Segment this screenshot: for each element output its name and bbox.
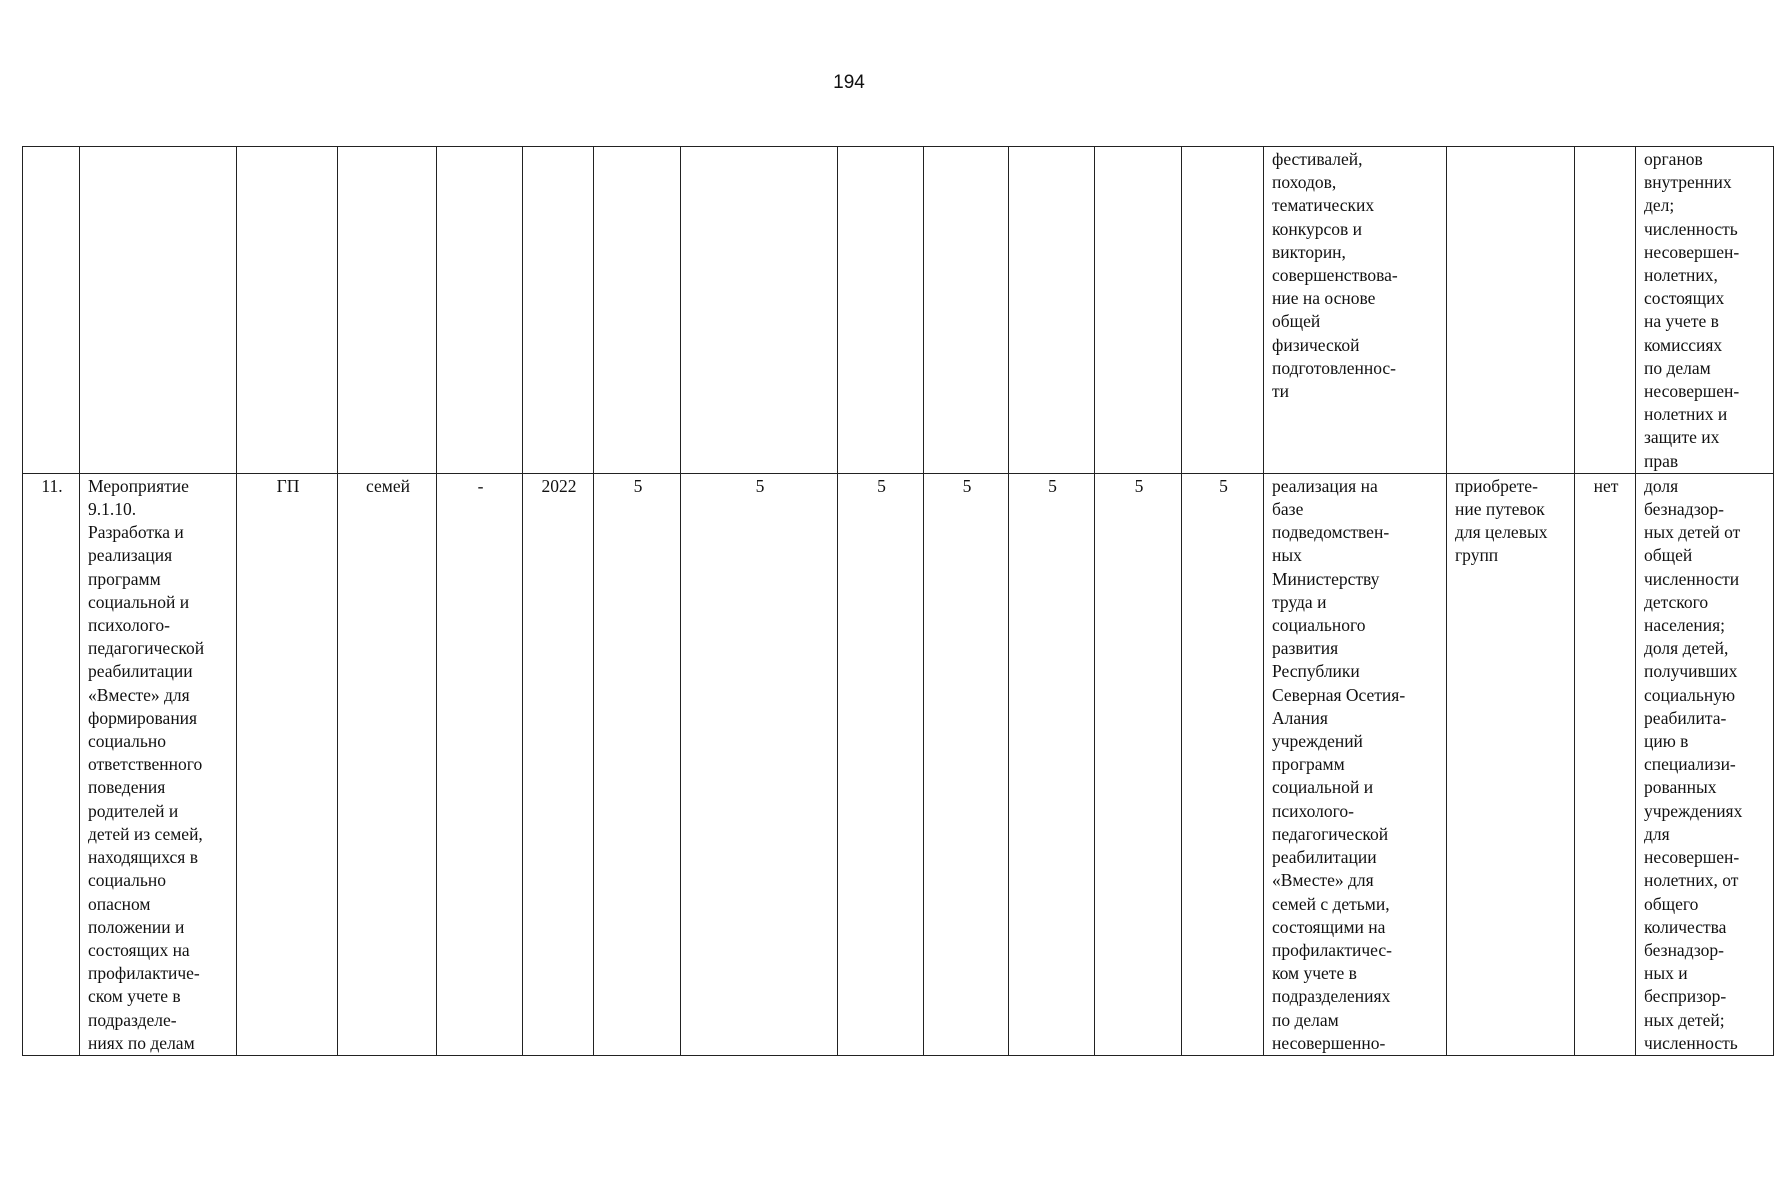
activity-cell: приобрете- ние путевок для целевых групп	[1447, 473, 1575, 1055]
value-cell: 5	[838, 473, 924, 1055]
measure-name-cell	[80, 147, 237, 474]
value-cell	[1009, 147, 1095, 474]
flag-cell	[1575, 147, 1636, 474]
value-cell: 5	[594, 473, 681, 1055]
result-description-cell: реализация на базе подведомствен- ных Министерству труда и социального развития Республики Северная Осетия- Алания учреждений программ социальной и психолого- педагогической реабилитации «Вместе» для семей с детьми, состоящими на профилактичес- ком учете в подразделениях по делам несовершенно-	[1264, 473, 1447, 1055]
value-cell	[681, 147, 838, 474]
value-cell: 5	[1182, 473, 1264, 1055]
program-cell	[237, 147, 338, 474]
table-row	[23, 473, 1774, 1055]
flag-cell: нет	[1575, 473, 1636, 1055]
result-description-cell: фестивалей, походов, тематических конкурсов и викторин, совершенствова- ние на основе общей физической подготовленнос- ти	[1264, 147, 1447, 474]
value-cell	[924, 147, 1009, 474]
program-cell: ГП	[237, 473, 338, 1055]
value-cell: 5	[681, 473, 838, 1055]
base-value-cell: -	[437, 473, 523, 1055]
value-cell	[594, 147, 681, 474]
value-cell: 5	[1095, 473, 1182, 1055]
value-cell	[838, 147, 924, 474]
table-row	[23, 147, 1774, 474]
year-cell	[523, 147, 594, 474]
year-cell: 2022	[523, 473, 594, 1055]
value-cell	[1182, 147, 1264, 474]
row-number-cell: 11.	[23, 473, 80, 1055]
unit-cell	[338, 147, 437, 474]
unit-cell: семей	[338, 473, 437, 1055]
indicator-cell: доля безнадзор- ных детей от общей численности детского населения; доля детей, получивших социальную реабилита- цию в специализи- рованных учреждениях для несовершен- нолетних, от общего количества безнадзор- ных и беспризор- ных детей; численность	[1636, 473, 1774, 1055]
base-value-cell	[437, 147, 523, 474]
measure-name-cell: Мероприятие 9.1.10. Разработка и реализация программ социальной и психолого- педагогической реабилитации «Вместе» для формирования социально ответственного поведения родителей и детей из семей, находящихся в социально опасном положении и состоящих на профилактиче- ском учете в подразделе- ниях по делам	[80, 473, 237, 1055]
value-cell	[1095, 147, 1182, 474]
page-number: 194	[833, 72, 865, 93]
value-cell: 5	[1009, 473, 1095, 1055]
indicator-cell: органов внутренних дел; численность несовершен- нолетних, состоящих на учете в комиссиях по делам несовершен- нолетних и защите их прав	[1636, 147, 1774, 474]
row-number-cell	[23, 147, 80, 474]
activity-cell	[1447, 147, 1575, 474]
value-cell: 5	[924, 473, 1009, 1055]
program-table	[22, 146, 1774, 1056]
